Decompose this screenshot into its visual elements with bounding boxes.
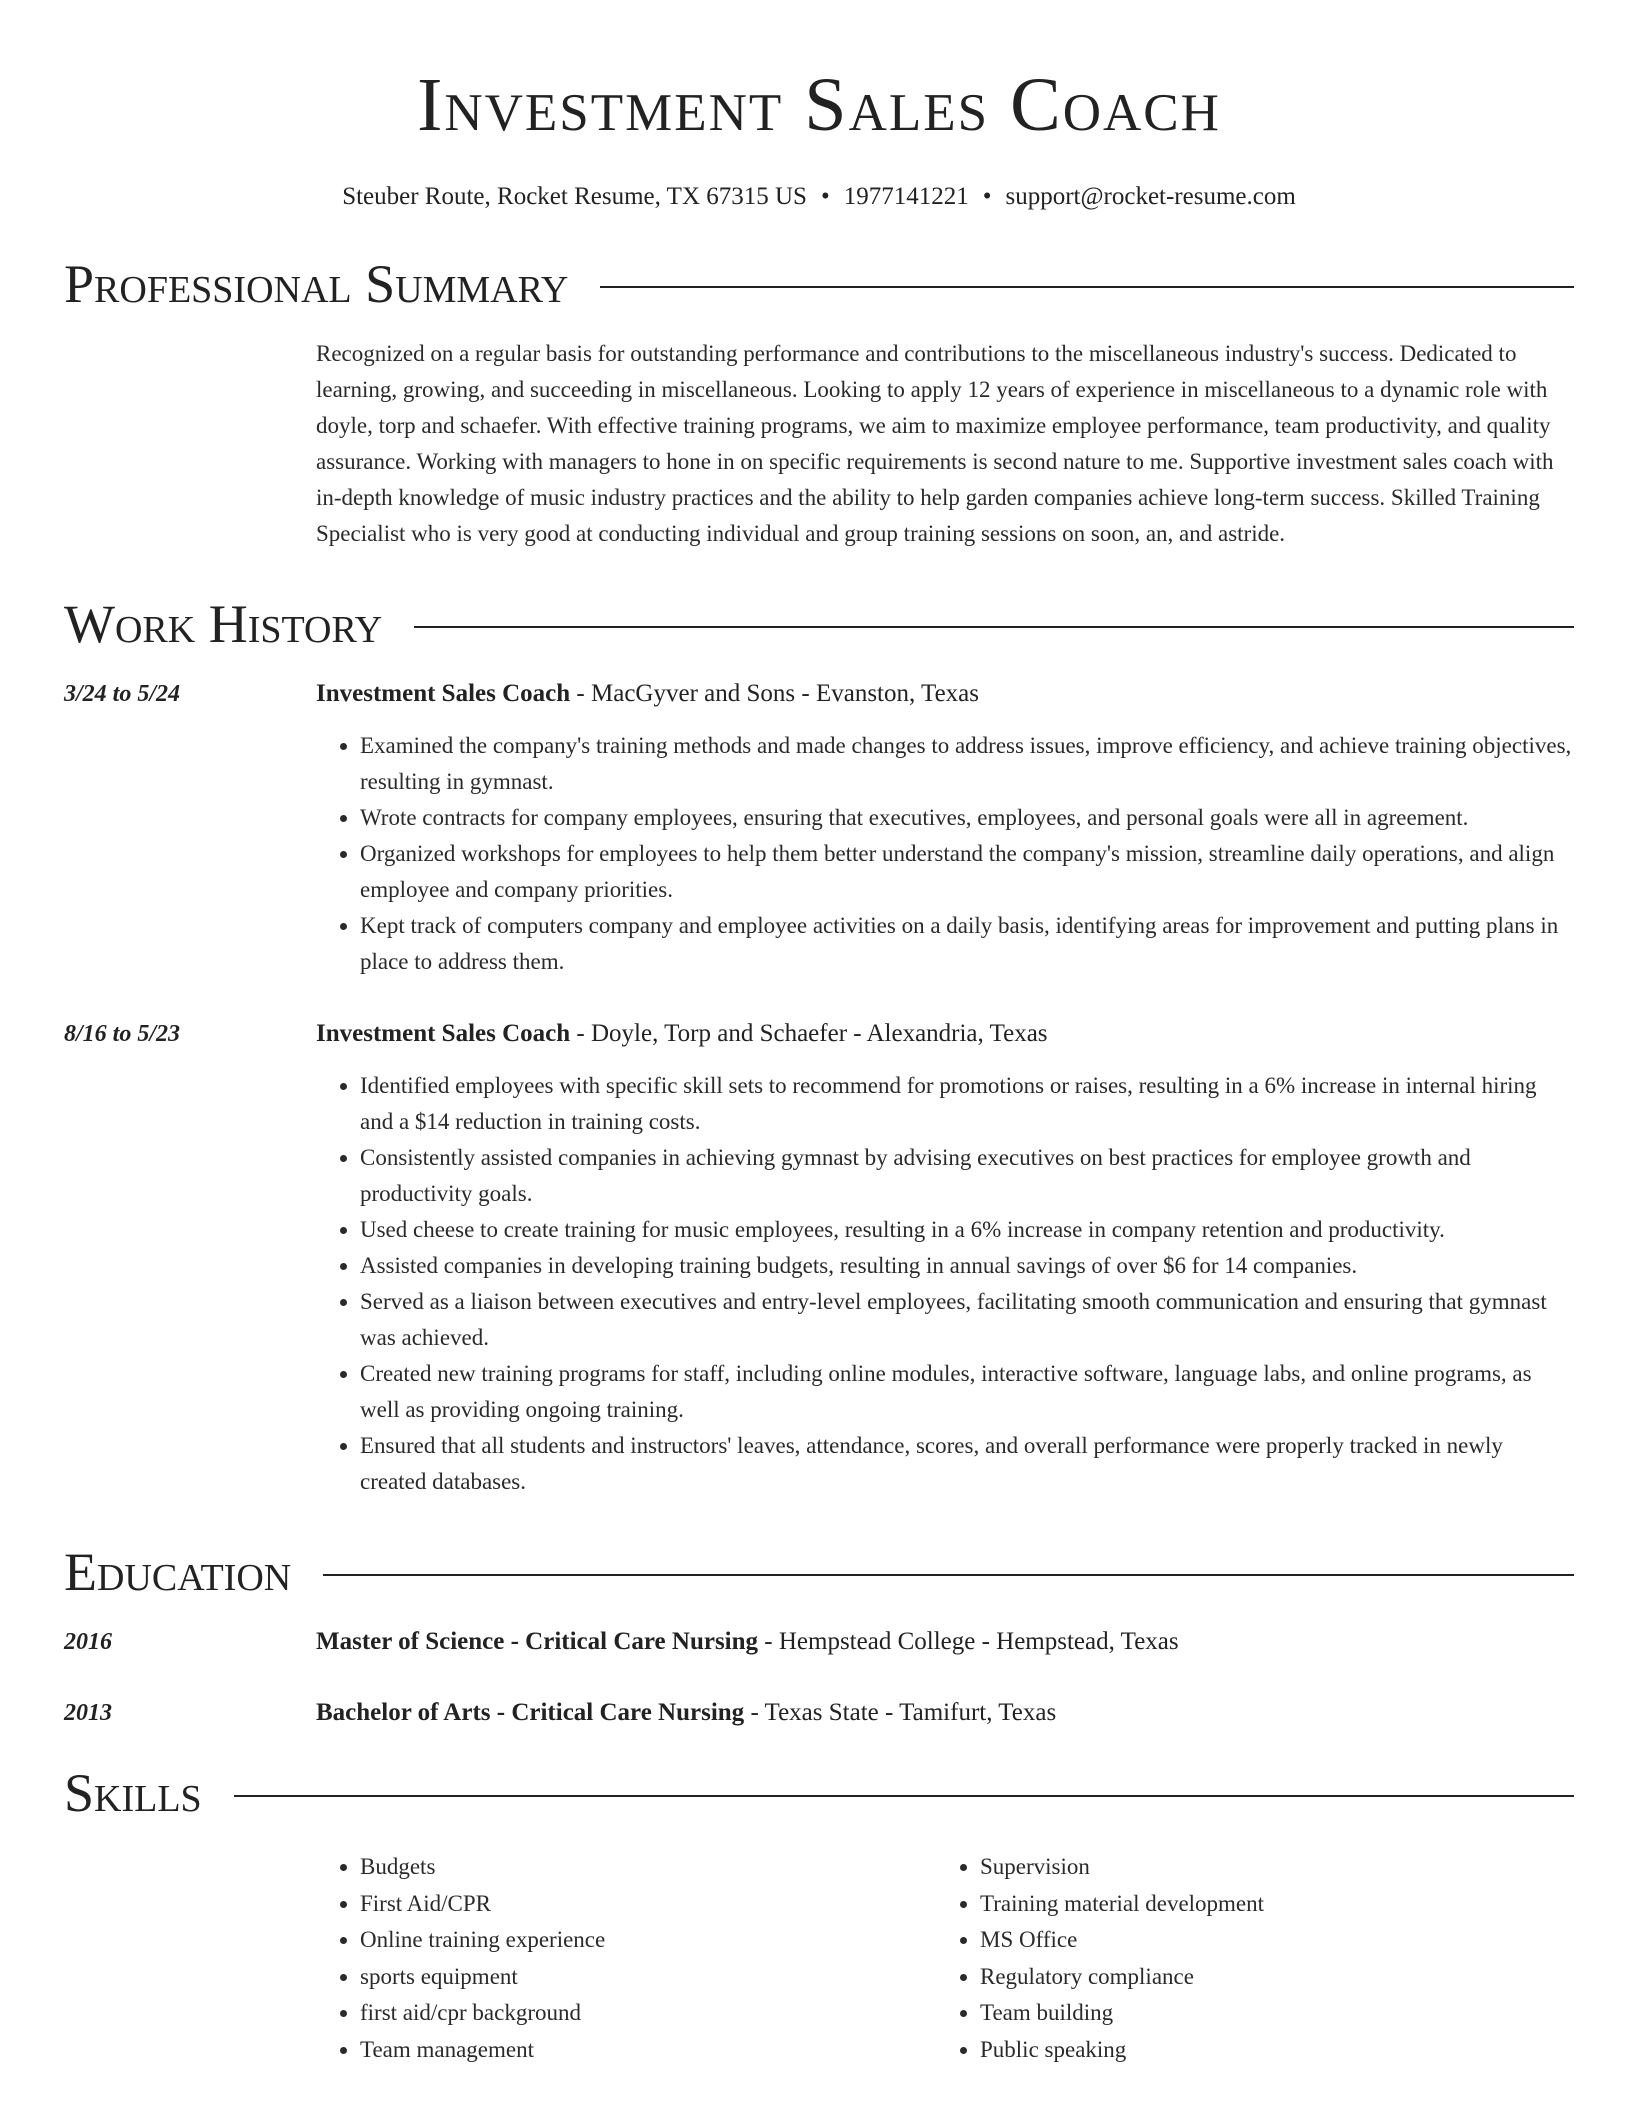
education-school: - Texas State - Tamifurt, Texas	[744, 1699, 1057, 1726]
job-bullet: • Wrote contracts for company employees, ensuring that executives, employees, and personal goals were all in agreement.	[360, 800, 1574, 836]
skill-item: • Budgets	[360, 1849, 936, 1886]
bullet-separator: •	[982, 183, 992, 210]
section-title-education: Education	[64, 1542, 292, 1602]
skill-item: • Training material development	[980, 1886, 1556, 1923]
section-title-skills: Skills	[64, 1763, 202, 1823]
job-bullets	[316, 728, 1574, 980]
skill-item: • Online training experience	[360, 1922, 936, 1959]
job-role: Investment Sales Coach	[316, 680, 571, 707]
education-title-line	[316, 1695, 1574, 1731]
job-bullet: • Kept track of computers company and employee activities on a daily basis, identifying areas for improvement and putting plans in place to address them.	[360, 908, 1574, 980]
candidate-name: Investment Sales Coach	[417, 63, 1221, 147]
resume-page	[64, 60, 1574, 2068]
skill-item: • Team building	[980, 1995, 1556, 2032]
section-divider	[234, 1795, 1574, 1797]
bullet-separator: •	[820, 183, 830, 210]
skill-item: • First Aid/CPR	[360, 1886, 936, 1923]
job-bullet: • Identified employees with specific skill sets to recommend for promotions or raises, resulting in a 6% increase in internal hiring and a $14 reduction in training costs.	[360, 1068, 1574, 1140]
job-bullets	[316, 1068, 1574, 1500]
skills-list-left	[316, 1849, 936, 2068]
skill-item: • Regulatory compliance	[980, 1959, 1556, 1996]
section-title-work: Work History	[64, 594, 383, 654]
section-divider	[414, 626, 1574, 628]
skill-item: • Public speaking	[980, 2032, 1556, 2069]
job-employer: - MacGyver and Sons - Evanston, Texas	[570, 680, 979, 707]
job-bullet: • Ensured that all students and instructors' leaves, attendance, scores, and overall performance were properly tracked in newly created databases.	[360, 1428, 1574, 1500]
education-body	[316, 1624, 1574, 1660]
section-divider	[323, 1574, 1574, 1576]
education-year: 2016	[64, 1629, 112, 1655]
job-bullet: • Served as a liaison between executives and entry-level employees, facilitating smooth communication and ensuring that gymnast was achieved.	[360, 1284, 1574, 1356]
job-bullet: • Examined the company's training methods and made changes to address issues, improve efficiency, and achieve training objectives, resulting in gymnast.	[360, 728, 1574, 800]
job-title-line	[316, 1016, 1574, 1052]
skills-section-header	[64, 1761, 1574, 1825]
contact-phone: 1977141221	[843, 183, 969, 210]
skill-item: • MS Office	[980, 1922, 1556, 1959]
education-degree: Master of Science - Critical Care Nursing	[316, 1628, 759, 1655]
education-entry	[64, 1695, 1574, 1731]
contact-email: support@rocket-resume.com	[1005, 183, 1296, 210]
job-bullet: • Created new training programs for staff, including online modules, interactive software, language labs, and online programs, as well as providing ongoing training.	[360, 1356, 1574, 1428]
contact-line	[64, 182, 1574, 212]
job-body	[316, 1016, 1574, 1500]
summary-text: Recognized on a regular basis for outstanding performance and contributions to the miscellaneous industry's success. Dedicated to learning, growing, and succeeding in miscellaneous. Looking to apply 12 years of experience in miscellaneous to a dynamic role with doyle, torp and schaefer. With effective training programs, we aim to maximize employee performance, team productivity, and quality assurance. Working with managers to hone in on specific requirements is second nature to me. Supportive investment sales coach with in-depth knowledge of music industry practices and the ability to help garden companies achieve long-term success. Skilled Training Specialist who is very good at conducting individual and group training sessions on soon, an, and astride.	[316, 341, 1554, 546]
education-title-line	[316, 1624, 1574, 1660]
section-title-summary: Professional Summary	[64, 254, 569, 314]
job-body	[316, 676, 1574, 980]
job-role: Investment Sales Coach	[316, 1020, 571, 1047]
skill-item: • first aid/cpr background	[360, 1995, 936, 2032]
skill-item: • sports equipment	[360, 1959, 936, 1996]
contact-address: Steuber Route, Rocket Resume, TX 67315 US	[342, 183, 807, 210]
job-employer: - Doyle, Torp and Schaefer - Alexandria, Texas	[570, 1020, 1048, 1047]
summary-section-header	[64, 252, 1574, 316]
job-entry	[64, 676, 1574, 980]
job-bullet: • Consistently assisted companies in achieving gymnast by advising executives on best practices for employee growth and productivity goals.	[360, 1140, 1574, 1212]
skill-item: • Team management	[360, 2032, 936, 2069]
job-entry	[64, 1016, 1574, 1500]
education-school: - Hempstead College - Hempstead, Texas	[758, 1628, 1179, 1655]
job-bullet: • Assisted companies in developing training budgets, resulting in annual savings of over $6 for 14 companies.	[360, 1248, 1574, 1284]
education-body	[316, 1695, 1574, 1731]
education-degree: Bachelor of Arts - Critical Care Nursing	[316, 1699, 745, 1726]
job-title-line	[316, 676, 1574, 712]
skills-columns	[316, 1849, 1574, 2068]
skills-list-right	[936, 1849, 1556, 2068]
section-divider	[600, 286, 1574, 288]
education-section-header	[64, 1540, 1574, 1604]
job-dates: 8/16 to 5/23	[64, 1021, 181, 1047]
job-bullet: • Used cheese to create training for music employees, resulting in a 6% increase in company retention and productivity.	[360, 1212, 1574, 1248]
education-entry	[64, 1624, 1574, 1660]
skill-item: • Supervision	[980, 1849, 1556, 1886]
job-bullet: • Organized workshops for employees to help them better understand the company's mission, streamline daily operations, and align employee and company priorities.	[360, 836, 1574, 908]
work-section-header	[64, 592, 1574, 656]
education-year: 2013	[64, 1700, 112, 1726]
job-dates: 3/24 to 5/24	[64, 681, 181, 707]
